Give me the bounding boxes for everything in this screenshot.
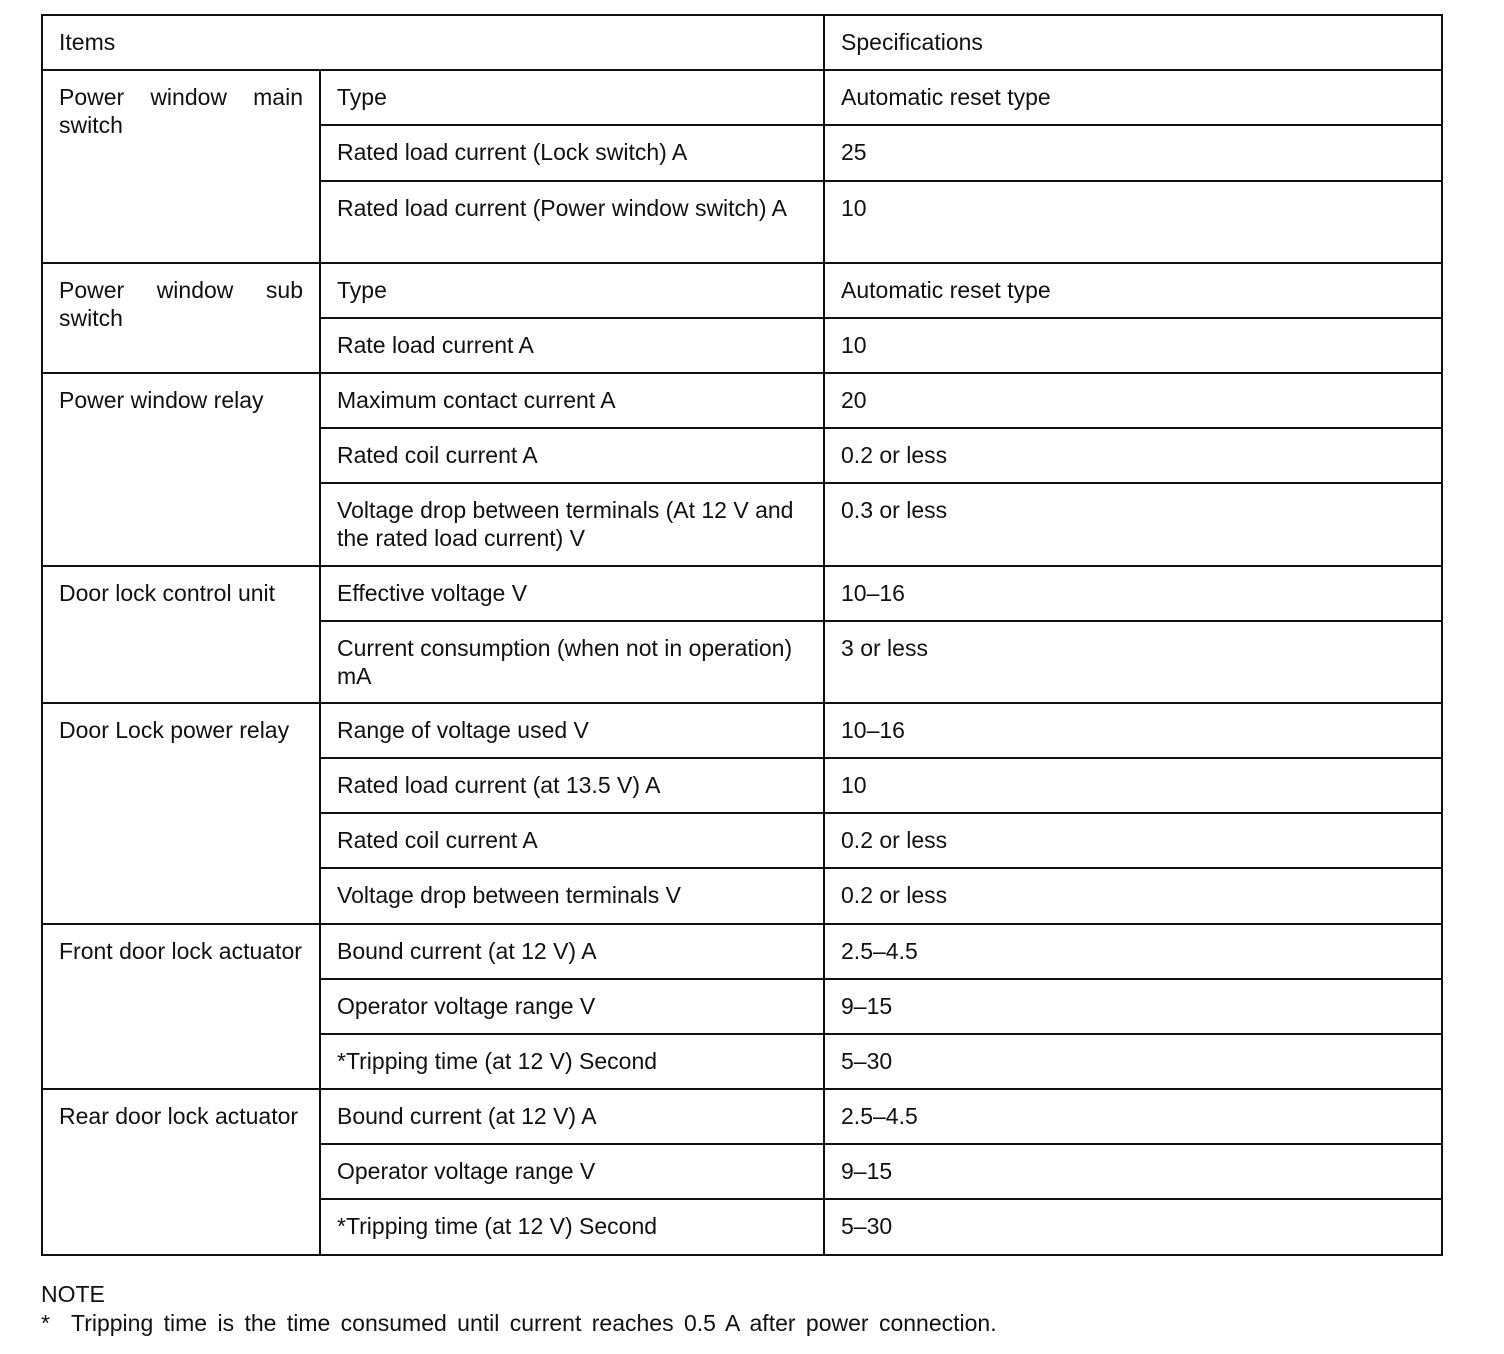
note-text: Tripping time is the time consumed until current reaches 0.5 A after power connection. (71, 1310, 997, 1336)
row-item: Type (320, 263, 824, 318)
table-row (42, 373, 1442, 428)
row-item: Current consumption (when not in operation) mA (320, 621, 824, 703)
row-spec: 9–15 (824, 979, 1442, 1034)
table-header-row (42, 15, 1442, 70)
row-item: Rated coil current A (320, 428, 824, 483)
row-spec: 9–15 (824, 1144, 1442, 1199)
row-item: Effective voltage V (320, 566, 824, 621)
row-spec: 10 (824, 758, 1442, 813)
row-spec: Automatic reset type (824, 70, 1442, 125)
row-spec: Automatic reset type (824, 263, 1442, 318)
row-item: *Tripping time (at 12 V) Second (320, 1034, 824, 1089)
row-spec: 10–16 (824, 703, 1442, 758)
header-specifications: Specifications (824, 15, 1442, 70)
row-spec: 0.2 or less (824, 868, 1442, 924)
specifications-table (41, 14, 1443, 1256)
note-section (41, 1280, 1221, 1338)
group-door-lock-control-unit: Door lock control unit (42, 566, 320, 703)
row-spec: 20 (824, 373, 1442, 428)
group-power-window-sub-switch: Power window sub switch (42, 263, 320, 373)
row-spec: 0.2 or less (824, 813, 1442, 868)
row-item: Rated load current (Lock switch) A (320, 125, 824, 181)
row-spec: 2.5–4.5 (824, 924, 1442, 979)
row-spec: 5–30 (824, 1199, 1442, 1255)
row-item: Type (320, 70, 824, 125)
group-rear-door-lock-actuator: Rear door lock actuator (42, 1089, 320, 1255)
group-door-lock-power-relay: Door Lock power relay (42, 703, 320, 924)
row-item: Maximum contact current A (320, 373, 824, 428)
row-item: Bound current (at 12 V) A (320, 1089, 824, 1144)
row-spec: 0.3 or less (824, 483, 1442, 566)
row-spec: 10–16 (824, 566, 1442, 621)
row-spec: 25 (824, 125, 1442, 181)
row-item: Rated load current (at 13.5 V) A (320, 758, 824, 813)
row-item: Rate load current A (320, 318, 824, 373)
table-row (42, 1089, 1442, 1144)
group-front-door-lock-actuator: Front door lock actuator (42, 924, 320, 1089)
note-title: NOTE (41, 1281, 105, 1307)
group-power-window-relay: Power window relay (42, 373, 320, 566)
table-row (42, 263, 1442, 318)
row-item: Rated coil current A (320, 813, 824, 868)
row-item: *Tripping time (at 12 V) Second (320, 1199, 824, 1255)
header-items: Items (42, 15, 824, 70)
table-row (42, 566, 1442, 621)
row-spec: 10 (824, 318, 1442, 373)
table-row (42, 924, 1442, 979)
note-marker: * (41, 1310, 50, 1336)
group-power-window-main-switch: Power window main switch (42, 70, 320, 263)
row-spec: 2.5–4.5 (824, 1089, 1442, 1144)
row-item: Operator voltage range V (320, 979, 824, 1034)
row-item: Operator voltage range V (320, 1144, 824, 1199)
row-item: Bound current (at 12 V) A (320, 924, 824, 979)
row-item: Voltage drop between terminals (At 12 V and the rated load current) V (320, 483, 824, 566)
table-row (42, 70, 1442, 125)
note-line (41, 1309, 1221, 1338)
row-spec: 3 or less (824, 621, 1442, 703)
row-item: Voltage drop between terminals V (320, 868, 824, 924)
row-spec: 10 (824, 181, 1442, 263)
row-item: Range of voltage used V (320, 703, 824, 758)
row-spec: 0.2 or less (824, 428, 1442, 483)
row-spec: 5–30 (824, 1034, 1442, 1089)
table-row (42, 703, 1442, 758)
row-item: Rated load current (Power window switch) A (320, 181, 824, 263)
